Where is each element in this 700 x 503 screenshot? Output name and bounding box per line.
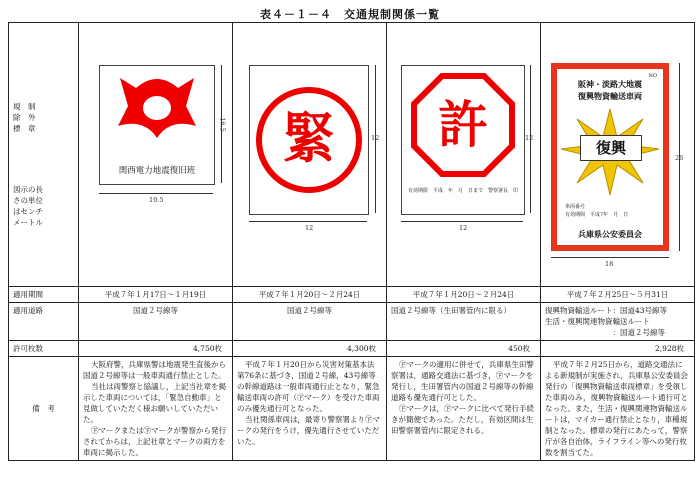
sign-issuer: 兵庫県公安委員会 bbox=[578, 230, 642, 239]
remarks-cell: ㊦マークの適用に併せて，兵庫県生田警察署は，通路交通法に基づき，㊦マークを発行し，生田署管内の国道２号線等の幹線道路も優先通行可とした。 ㊦マークは，㊦マークに比べて発行手続きが簡便であった。ただし，有効区間は生田警察署管内に限定される。 bbox=[387, 357, 541, 461]
period-cell: 平成７年２月25日～５月31日 bbox=[541, 287, 695, 303]
sign-kansai-electric bbox=[79, 23, 233, 287]
sign-permit bbox=[387, 23, 541, 287]
sign-text: 関西電力地震復旧班 bbox=[118, 166, 196, 176]
count-cell: 2,928枚 bbox=[541, 341, 695, 357]
sign-number-label: NO bbox=[648, 73, 657, 79]
table-row-roads bbox=[9, 303, 695, 341]
height-dimension: 12 bbox=[371, 134, 380, 142]
sign-board bbox=[99, 65, 215, 185]
period-cell: 平成７年１月20日～２月24日 bbox=[387, 287, 541, 303]
roads-cell: 復興物資輸送ルート：国道43号線等 生活・復興関連物資輸送ルート ：国道２号線等 bbox=[541, 303, 695, 341]
sign-line-2: 復興物資輸送車両 bbox=[578, 92, 642, 101]
width-dimension: 19.5 bbox=[149, 196, 164, 204]
width-dimension: 12 bbox=[459, 224, 468, 232]
width-dimension-line bbox=[99, 193, 213, 194]
remarks-cell: 大阪府警，兵庫県警は地震発生直後から国道２号線等は一般車両通行禁止とした。 当社は両警察と協議し，上記当社章を掲示した車両については，「緊急自動車」と見做していただく様お願いしていただいた。 ㊦マークまたは㊦マークが警察から発行されてからは，上記社章とマークの両方を車両に掲示した。 bbox=[79, 357, 233, 461]
sign-board bbox=[401, 65, 525, 215]
height-dimension: 16.5 bbox=[218, 117, 227, 132]
table-title: 表４－１－４ 交通規制関係一覧 bbox=[260, 8, 440, 21]
width-dimension: 18 bbox=[605, 260, 614, 268]
width-dimension-line bbox=[249, 221, 367, 222]
regulation-table bbox=[8, 22, 695, 461]
sign-field-validity: 有効期間 平成7年 月 日 bbox=[565, 212, 629, 218]
width-dimension: 12 bbox=[305, 224, 314, 232]
sign-board bbox=[551, 63, 669, 251]
roads-cell: 国道２号線等 bbox=[79, 303, 233, 341]
row-header-remarks: 備 考 bbox=[9, 357, 79, 461]
sign-reconstruction bbox=[541, 23, 695, 287]
sign-emergency bbox=[233, 23, 387, 287]
height-dimension: 26 bbox=[675, 154, 684, 162]
period-cell: 平成７年１月20日～２月24日 bbox=[233, 287, 387, 303]
table-row bbox=[9, 23, 695, 287]
kansai-emblem-icon bbox=[100, 66, 214, 161]
row-header-sign: 規 制 除 外 標 章 図示の長 さの単位 はセンチ メートル bbox=[9, 23, 79, 287]
remarks-cell: 平成７年１月20日から災害対策基本法第76条に基づき，国道２号線，43号線等の幹線道路は一般車両通行止となり，緊急輸送車両の許可（㊦マーク）を受けた車両のみ優先通行可となった。 当社関係車両は，最寄り警察署より㊦マークの発行をうけ，優先通行させていただいた。 bbox=[233, 357, 387, 461]
row-header-count: 許可枚数 bbox=[9, 341, 79, 357]
sign-field-vehicle-no: 車両番号 bbox=[565, 204, 586, 210]
period-cell: 平成７年１月17日～１月19日 bbox=[79, 287, 233, 303]
width-dimension-line bbox=[551, 257, 669, 258]
roads-cell: 国道２号線等 bbox=[233, 303, 387, 341]
row-header-roads: 適用道路 bbox=[9, 303, 79, 341]
table-row-period bbox=[9, 287, 695, 303]
roads-cell: 国道２号線等（生田署管内に限る） bbox=[387, 303, 541, 341]
sign-caption: 有効期限 平成 年 月 日まで 警察署長 印 bbox=[408, 188, 519, 194]
sign-board bbox=[249, 65, 369, 215]
height-dimension: 12 bbox=[525, 134, 534, 142]
table-row-remarks bbox=[9, 357, 695, 461]
width-dimension-line bbox=[401, 221, 523, 222]
remarks-cell: 平成７年２月25日から，道路交通法による新規制が実施され，兵庫県公安委員会発行の「復興物資輸送車両標章」を受領した車両のみ，復興物資輸送ルート通行可となった。また，生活・復興関連物資輸送ルートは，マイカー通行禁止となり，車種規制となった。標章の発行にあたって，警察庁が各自治体，ライフライン等への発行枚数を割当てた。 bbox=[541, 357, 695, 461]
count-cell: 4,750枚 bbox=[79, 341, 233, 357]
sign-text: 許 bbox=[438, 95, 488, 154]
count-cell: 450枚 bbox=[387, 341, 541, 357]
sign-text: 緊 bbox=[282, 106, 336, 170]
sign-line-1: 阪神・淡路大地震 bbox=[578, 80, 642, 89]
count-cell: 4,300枚 bbox=[233, 341, 387, 357]
badge-text: 復興 bbox=[580, 135, 642, 161]
table-row-count bbox=[9, 341, 695, 357]
row-header-period: 適用期間 bbox=[9, 287, 79, 303]
